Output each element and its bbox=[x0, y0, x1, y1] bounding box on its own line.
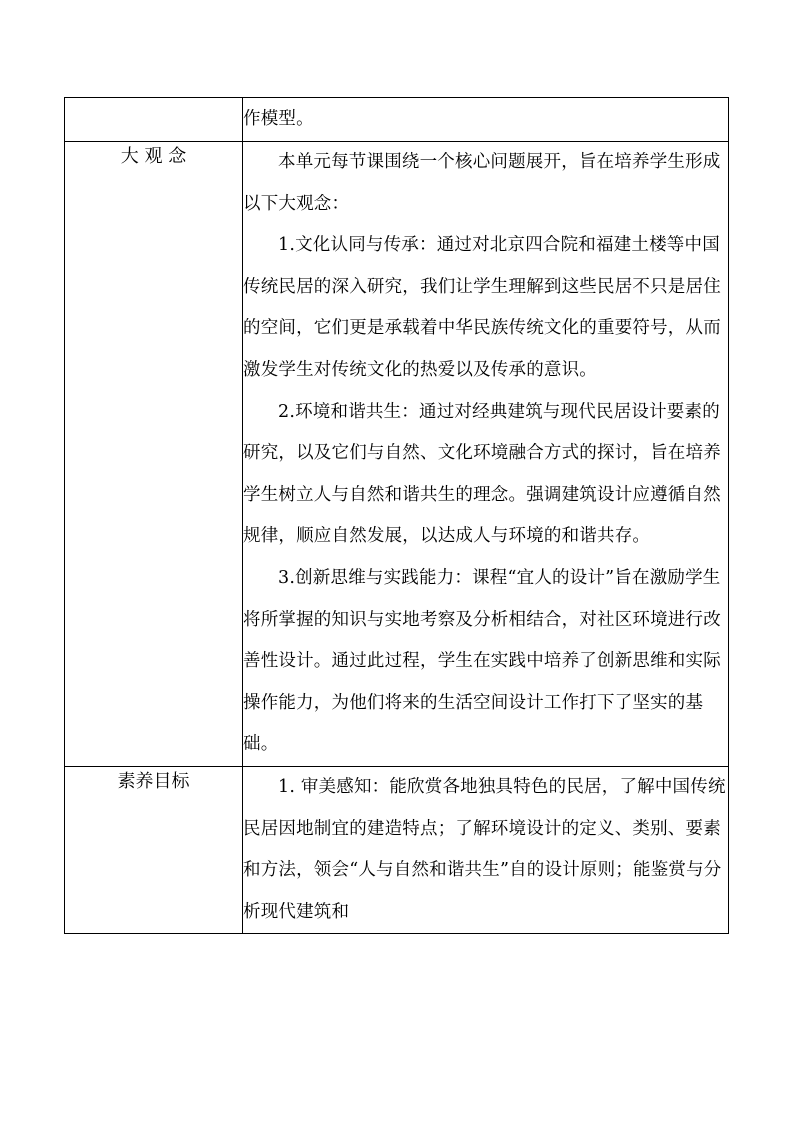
row-content-big-ideas bbox=[243, 142, 729, 767]
paragraph-intro: 本单元每节课围绕一个核心问题展开，旨在培养学生形成以下大观念： bbox=[243, 152, 721, 214]
table-row-literacy-goals bbox=[65, 766, 729, 933]
paragraph-continuation: 作模型。 bbox=[243, 109, 314, 129]
lesson-plan-table bbox=[64, 97, 729, 934]
paragraph-environment-harmony: 2.环境和谐共生：通过对经典建筑与现代民居设计要素的研究，以及它们与自然、文化环境融合方式的探讨，旨在培养学生树立人与自然和谐共生的理念。强调建筑设计应遵循自然规律，顺应自然发展，以达成人与环境的和谐共存。 bbox=[243, 401, 721, 547]
table-row-continuation bbox=[65, 98, 729, 142]
paragraph-cultural-identity: 1.文化认同与传承：通过对北京四合院和福建土楼等中国传统民居的深入研究，我们让学生理解到这些民居不只是居住的空间，它们更是承载着中华民族传统文化的重要符号，从而激发学生对传统文化的热爱以及传承的意识。 bbox=[243, 235, 721, 380]
row-label-big-ideas: 大 观 念 bbox=[65, 142, 243, 767]
paragraph-aesthetic-perception: 1. 审美感知：能欣赏各地独具特色的民居，了解中国传统民居因地制宜的建造特点；了解环境设计的定义、类别、要素和方法，领会“人与自然和谐共生”自的设计原则；能鉴赏与分析现代建筑和 bbox=[243, 776, 726, 922]
row-content-literacy-goals bbox=[243, 766, 729, 933]
row-label-empty bbox=[65, 98, 243, 142]
paragraph-innovation-practice: 3.创新思维与实践能力：课程“宜人的设计”旨在激励学生将所掌握的知识与实地考察及分析相结合，对社区环境进行改善性设计。通过此过程，学生在实践中培养了创新思维和实际操作能力，为他们将来的生活空间设计工作打下了坚实的基础。 bbox=[243, 567, 721, 755]
row-content-continuation bbox=[243, 98, 729, 142]
table-row-big-ideas bbox=[65, 142, 729, 767]
row-label-literacy-goals: 素养目标 bbox=[65, 766, 243, 933]
